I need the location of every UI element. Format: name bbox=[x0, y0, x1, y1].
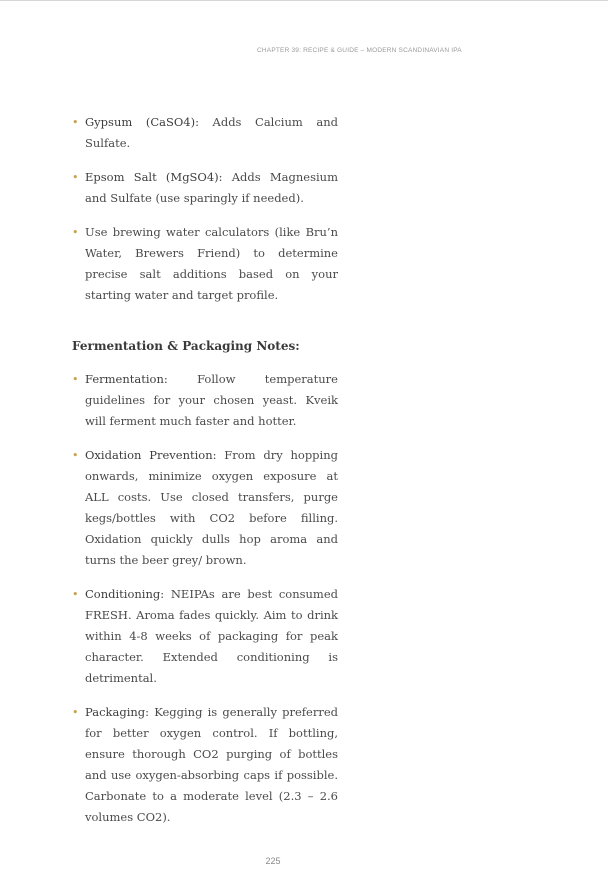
list-item-water-calculators bbox=[72, 222, 338, 306]
bullet-dot-icon: • bbox=[72, 226, 79, 239]
item-text: From dry hopping onwards, minimize oxygen exposure at ALL costs. Use closed transfers, purge kegs/bottles with CO2 before filling. Oxidation quickly dulls hop aroma and turns the beer grey/ brown. bbox=[85, 448, 338, 567]
fermentation-list bbox=[72, 369, 338, 828]
item-text: Kegging is generally preferred for better oxygen control. If bottling, ensure thorough CO2 purging of bottles and use oxygen-absorbing caps if possible. Carbonate to a moderate level (2.3 – 2.6 volumes CO2). bbox=[85, 705, 338, 824]
list-item-fermentation bbox=[72, 369, 338, 432]
list-item-packaging bbox=[72, 702, 338, 828]
item-text: Use brewing water calculators (like Bru’n Water, Brewers Friend) to determine precise salt additions based on your starting water and target profile. bbox=[85, 225, 338, 302]
bullet-dot-icon: • bbox=[72, 706, 79, 719]
item-term: Epsom Salt (MgSO4): bbox=[85, 170, 223, 184]
water-salts-list bbox=[72, 112, 338, 306]
bullet-dot-icon: • bbox=[72, 449, 79, 462]
section-heading: Fermentation & Packaging Notes: bbox=[72, 339, 300, 353]
item-text: NEIPAs are best consumed FRESH. Aroma fades quickly. Aim to drink within 4-8 weeks of packaging for peak character. Extended conditioning is detrimental. bbox=[85, 587, 338, 685]
list-item-oxidation-prevention bbox=[72, 445, 338, 571]
bullet-dot-icon: • bbox=[72, 171, 79, 184]
item-term: Gypsum (CaSO4): bbox=[85, 115, 199, 129]
item-term: Oxidation Prevention: bbox=[85, 448, 217, 462]
list-item-epsom-salt bbox=[72, 167, 338, 209]
item-term: Fermentation: bbox=[85, 372, 168, 386]
item-term: Packaging: bbox=[85, 705, 150, 719]
bullet-dot-icon: • bbox=[72, 116, 79, 129]
item-text: Adds Calcium and Sulfate. bbox=[85, 115, 338, 150]
item-text: Adds Magnesium and Sulfate (use sparingly if needed). bbox=[85, 170, 338, 205]
running-header: CHAPTER 39: RECIPE & GUIDE – MODERN SCANDINAVIAN IPA bbox=[257, 47, 462, 54]
bullet-dot-icon: • bbox=[72, 373, 79, 386]
list-item-gypsum bbox=[72, 112, 338, 154]
item-term: Conditioning: bbox=[85, 587, 165, 601]
page-number: 225 bbox=[265, 856, 281, 866]
item-text: Follow temperature guidelines for your chosen yeast. Kveik will ferment much faster and hotter. bbox=[85, 372, 338, 428]
bullet-dot-icon: • bbox=[72, 588, 79, 601]
page-content bbox=[72, 112, 338, 841]
list-item-conditioning bbox=[72, 584, 338, 689]
